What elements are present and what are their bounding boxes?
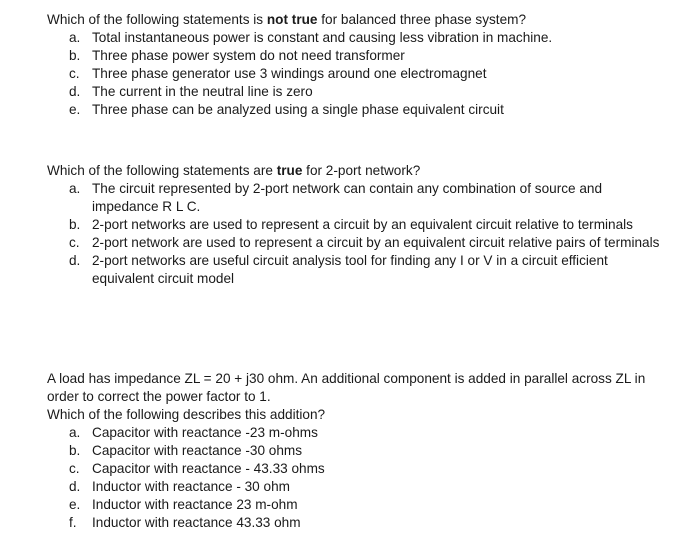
question-3-stem: A load has impedance ZL = 20 + j30 ohm. An additional component is added in parallel across ZL in order to correct the power factor to 1. bbox=[47, 371, 646, 404]
question-1-options bbox=[47, 29, 667, 119]
option-item: e. Three phase can be analyzed using a single phase equivalent circuit bbox=[69, 102, 504, 117]
option-item: f. Inductor with reactance 43.33 ohm bbox=[69, 515, 301, 530]
question-2 bbox=[47, 162, 667, 288]
question-3-options bbox=[47, 424, 667, 532]
question-3 bbox=[47, 370, 667, 532]
option-item: c. Capacitor with reactance - 43.33 ohms bbox=[69, 461, 325, 476]
option-item: b. Capacitor with reactance -30 ohms bbox=[69, 443, 303, 458]
option-item: c. 2-port network are used to represent a circuit by an equivalent circuit relative pairs of terminals bbox=[69, 235, 660, 250]
question-2-emphasis: true bbox=[276, 163, 303, 178]
question-2-options bbox=[47, 180, 667, 288]
option-item: a. The circuit represented by 2-port network can contain any combination of source and impedance R L C. bbox=[69, 181, 603, 214]
question-2-stem: Which of the following statements are true for 2-port network? bbox=[47, 163, 421, 178]
option-item: d. Inductor with reactance - 30 ohm bbox=[69, 479, 290, 494]
option-item: b. 2-port networks are used to represent a circuit by an equivalent circuit relative to terminals bbox=[69, 217, 633, 232]
option-item: a. Capacitor with reactance -23 m-ohms bbox=[69, 425, 318, 440]
question-1-stem: Which of the following statements is not true for balanced three phase system? bbox=[47, 12, 527, 27]
option-item: d. The current in the neutral line is zero bbox=[69, 84, 313, 99]
option-item: a. Total instantaneous power is constant and causing less vibration in machine. bbox=[69, 30, 553, 45]
question-1-emphasis: not true bbox=[266, 12, 318, 27]
question-1 bbox=[47, 11, 667, 119]
option-item: c. Three phase generator use 3 windings around one electromagnet bbox=[69, 66, 487, 81]
option-item: e. Inductor with reactance 23 m-ohm bbox=[69, 497, 298, 512]
option-item: d. 2-port networks are useful circuit analysis tool for finding any I or V in a circuit efficient equivalent circuit model bbox=[69, 253, 608, 286]
option-item: b. Three phase power system do not need transformer bbox=[69, 48, 405, 63]
question-3-sub-stem: Which of the following describes this addition? bbox=[47, 407, 326, 422]
